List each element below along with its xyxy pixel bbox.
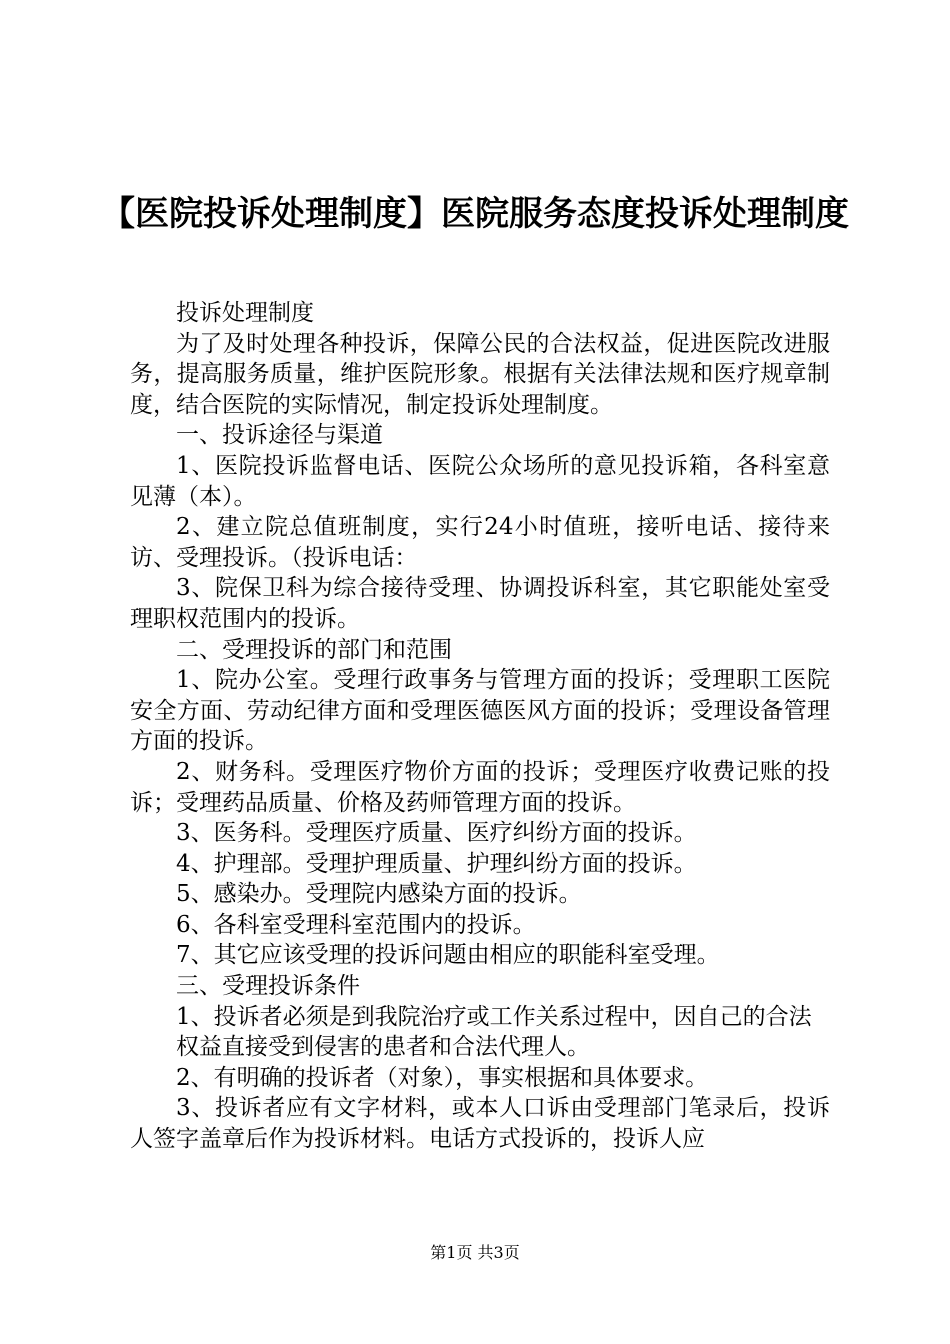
list-item: 3、投诉者应有文字材料，或本人口诉由受理部门笔录后，投诉人签字盖章后作为投诉材料。电话方式投诉的，投诉人应 [130,1095,830,1153]
list-item: 3、医务科。受理医疗质量、医疗纠纷方面的投诉。 [176,820,697,847]
section-heading: 三、受理投诉条件 [176,973,360,1000]
list-item: 2、有明确的投诉者（对象），事实根据和具体要求。 [176,1064,709,1091]
list-item: 3、院保卫科为综合接待受理、协调投诉科室，其它职能处室受理职权范围内的投诉。 [130,575,830,632]
list-item: 1、院办公室。受理行政事务与管理方面的投诉；受理职工医院安全方面、劳动纪律方面和受理医德医风方面的投诉；受理设备管理方面的投诉。 [130,667,830,755]
section-heading: 二、受理投诉的部门和范围 [176,636,452,663]
section-heading: 一、投诉途径与渠道 [176,422,383,449]
document-title: 【医院投诉处理制度】医院服务态度投诉处理制度 [101,194,849,234]
paragraph-intro: 为了及时处理各种投诉，保障公民的合法权益，促进医院改进服务，提高服务质量，维护医院形象。根据有关法律法规和医疗规章制度，结合医院的实际情况，制定投诉处理制度。 [130,330,830,418]
list-item: 1、投诉者必须是到我院治疗或工作关系过程中，因自己的合法 [176,1003,812,1030]
list-item: 1、医院投诉监督电话、医院公众场所的意见投诉箱，各科室意见薄（本）。 [130,452,830,510]
list-item: 4、护理部。受理护理质量、护理纠纷方面的投诉。 [176,850,697,877]
list-item: 6、各科室受理科室范围内的投诉。 [176,911,536,938]
section-heading: 投诉处理制度 [176,300,314,326]
list-item: 2、财务科。受理医疗物价方面的投诉；受理医疗收费记账的投诉；受理药品质量、价格及药师管理方面的投诉。 [130,758,830,816]
document-body [130,298,830,1155]
list-item: 5、感染办。受理院内感染方面的投诉。 [176,881,582,908]
page-footer: 第1页 共3页 [430,1243,520,1262]
list-item: 2、建立院总值班制度，实行24小时值班，接听电话、接待来访、受理投诉。（投诉电话： [130,514,830,571]
list-item-continuation: 权益直接受到侵害的患者和合法代理人。 [176,1034,590,1061]
list-item: 7、其它应该受理的投诉问题由相应的职能科室受理。 [176,942,720,969]
